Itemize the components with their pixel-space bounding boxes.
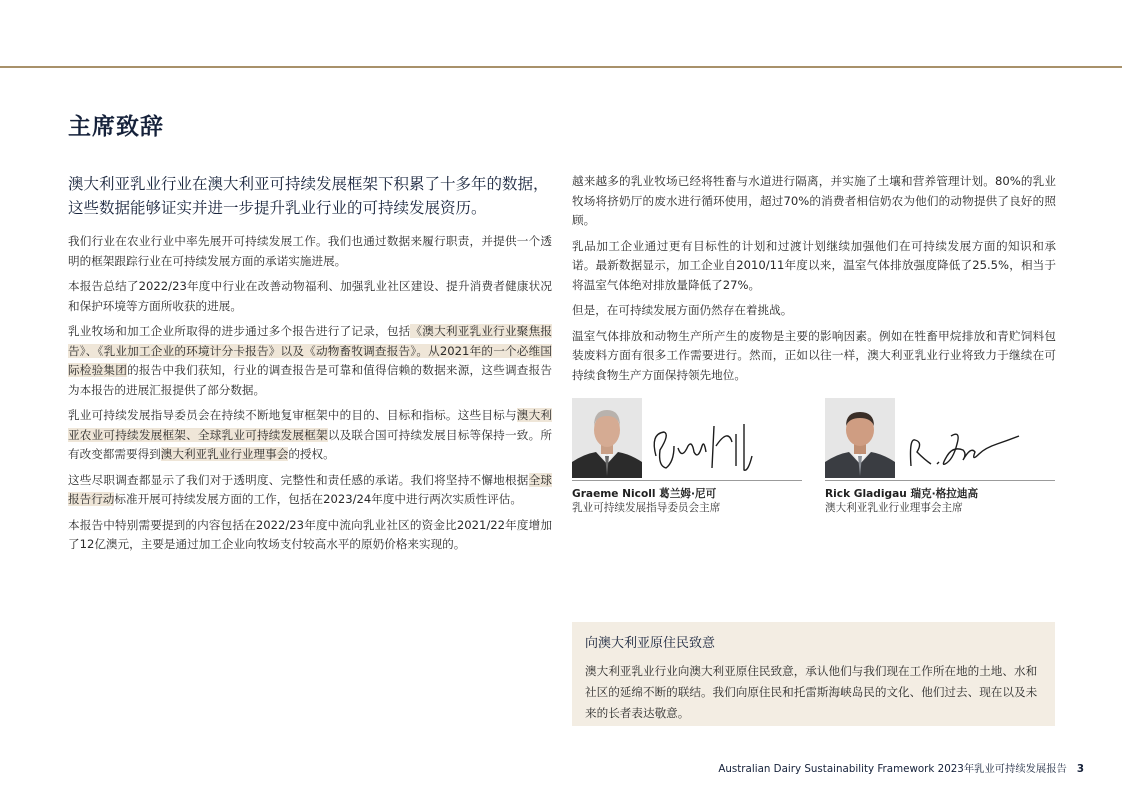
paragraph: 温室气体排放和动物生产所产生的废物是主要的影响因素。例如在牲畜甲烷排放和青贮饲料包装废料方面有很多工作需要进行。然而，正如以往一样，澳大利亚乳业行业将致力于继续在可持续食物生产方面保持领先地位。 (572, 328, 1056, 382)
top-divider (0, 66, 1122, 68)
paragraph (68, 471, 552, 510)
acknowledgement-box (572, 622, 1055, 726)
left-column (68, 172, 552, 561)
paragraph: 本报告中特别需要提到的内容包括在2022/23年度中流向乳业社区的资金比2021/22年度增加了12亿澳元，主要是通过加工企业向牧场支付较高水平的原奶价格来实现的。 (68, 517, 552, 551)
signatory-role: 澳大利亚乳业行业理事会主席 (825, 502, 963, 514)
paragraph: 但是，在可持续发展方面仍然存在着挑战。 (572, 303, 793, 317)
footer (718, 760, 1084, 775)
council-link[interactable]: 澳大利亚乳业行业理事会 (160, 447, 289, 461)
gri-link[interactable]: 全球报告行动 (68, 472, 552, 506)
portrait-photo (825, 398, 895, 478)
paragraph (68, 406, 552, 465)
signatures (572, 396, 1056, 516)
text-run: 乳业可持续发展指导委员会在持续不断地复审框架中的目的、目标和指标。这些目标与 (68, 408, 517, 422)
right-column (572, 172, 1056, 391)
page-number: 3 (1076, 763, 1084, 775)
portrait-photo (572, 398, 642, 478)
paragraph: 越来越多的乳业牧场已经将牲畜与水道进行隔离，并实施了土壤和营养管理计划。80%的乳业牧场将挤奶厅的废水进行循环使用，超过70%的消费者相信奶农为他们的动物提供了良好的照顾。 (572, 174, 1056, 227)
signatory-name: Graeme Nicoll 葛兰姆·尼可 (572, 488, 717, 500)
text-run: 标准开展可持续发展方面的工作，包括在2023/24年度中进行两次实质性评估。 (114, 492, 522, 506)
signatory-name: Rick Gladigau 瑞克·格拉迪高 (825, 488, 979, 500)
text-run: 的报告中我们获知，行业的调查报告是可靠和值得信赖的数据来源，这些调查报告为本报告的进展汇报提供了部分数据。 (68, 363, 552, 397)
report-links[interactable]: 《澳大利亚乳业行业聚焦报告》、《乳业加工企业的环境计分卡报告》以及《动物畜牧调查报告》。从2021年的一个必维国际检验集团 (68, 324, 552, 377)
acknowledgement-title: 向澳大利亚原住民致意 (585, 636, 716, 651)
paragraph: 我们行业在农业行业中率先展开可持续发展工作。我们也通过数据来履行职责，并提供一个透明的框架跟踪行业在可持续发展方面的承诺实施进展。 (68, 234, 552, 268)
page-title: 主席致辞 (68, 114, 164, 140)
paragraph (68, 322, 552, 400)
lead-paragraph: 澳大利亚乳业行业在澳大利亚可持续发展框架下积累了十多年的数据，这些数据能够证实并进一步提升乳业行业的可持续发展资历。 (68, 175, 549, 217)
signature-graeme-nicoll (648, 416, 798, 476)
text-run: 乳业牧场和加工企业所取得的进步通过多个报告进行了记录，包括 (68, 324, 411, 338)
acknowledgement-text: 澳大利亚乳业行业向澳大利亚原住民致意，承认他们与我们现在工作所在地的土地、水和社区的延绵不断的联结。我们向原住民和托雷斯海峡岛民的文化、他们过去、现在以及未来的长者表达敬意。 (585, 664, 1038, 720)
text-run: 以及联合国可持续发展目标等保持一致。所有改变都需要得到 (68, 427, 552, 461)
paragraph: 本报告总结了2022/23年度中行业在改善动物福利、加强乳业社区建设、提升消费者健康状况和保护环境等方面所收获的进展。 (68, 279, 552, 313)
paragraph: 乳品加工企业通过更有目标性的计划和过渡计划继续加强他们在可持续发展方面的知识和承诺。最新数据显示，加工企业自2010/11年度以来，温室气体排放强度降低了25.5%，相当于将温室气体绝对排放量降低了27%。 (572, 238, 1056, 292)
signatory-role: 乳业可持续发展指导委员会主席 (572, 502, 721, 514)
framework-links[interactable]: 澳大利亚农业可持续发展框架、全球乳业可持续发展框架 (68, 408, 552, 442)
divider (572, 480, 802, 481)
signature-rick-gladigau (901, 416, 1051, 476)
divider (825, 480, 1055, 481)
text-run: 的授权。 (288, 447, 335, 461)
footer-text: Australian Dairy Sustainability Framework 2023年乳业可持续发展报告 (718, 763, 1067, 775)
text-run: 这些尽职调查都显示了我们对于透明度、完整性和责任感的承诺。我们将坚持不懈地根据 (68, 472, 529, 487)
